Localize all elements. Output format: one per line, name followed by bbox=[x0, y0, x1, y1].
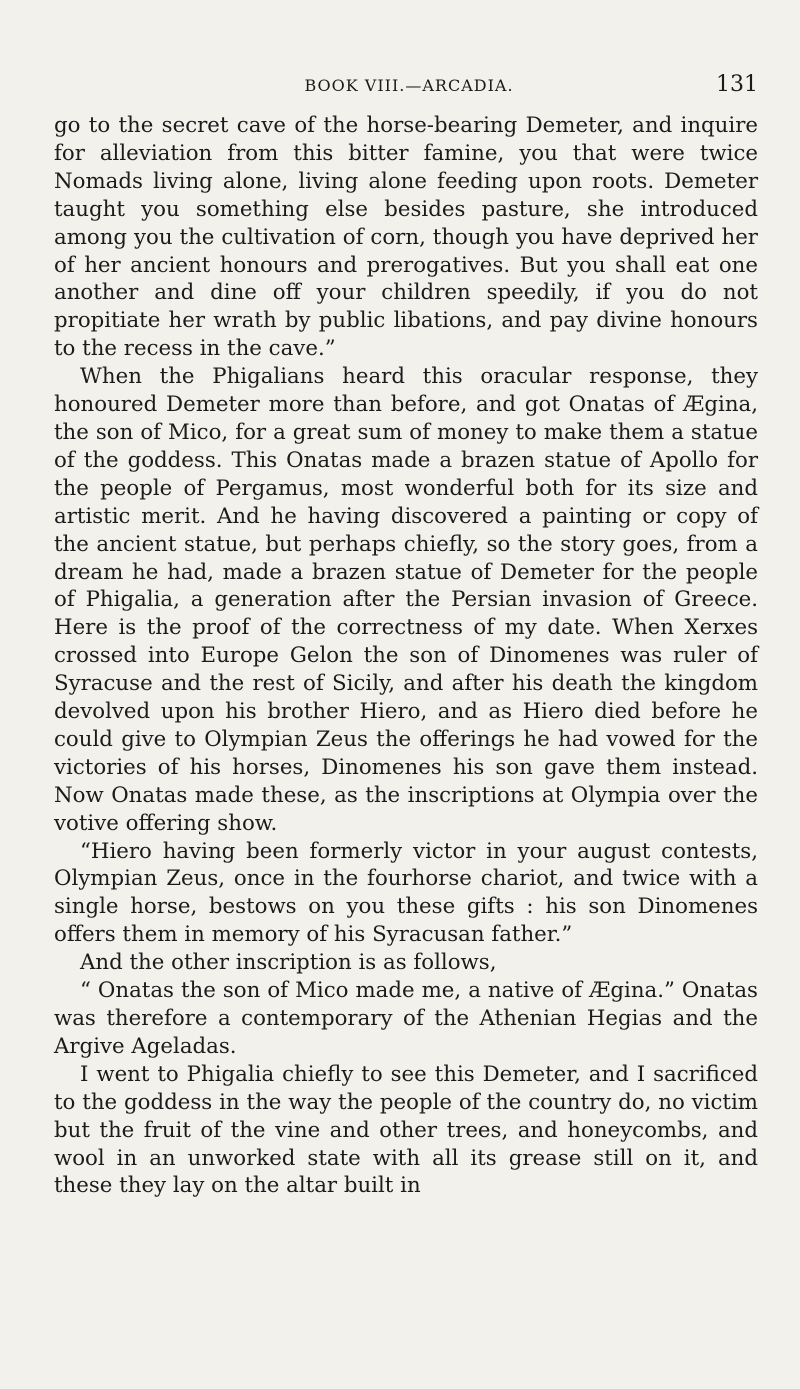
paragraph-hiero-inscription: “Hiero having been formerly victor in your august contests, Olympian Zeus, once in the fourhorse chariot, and twice with a single horse, bestows on you these gifts : his son Dinomenes offers them in memory of his Syracusan father.” bbox=[54, 838, 758, 948]
paragraph-oracle-continuation: go to the secret cave of the horse-bearing Demeter, and inquire for alleviation from this bitter famine, you that were twice Nomads living alone, living alone feeding upon roots. Demeter taught you something else besides pasture, she introduced among you the cultivation of corn, though you have deprived her of her ancient honours and prerogatives. But you shall eat one another and dine off your children speedily, if you do not propitiate her wrath by public libations, and pay divine honours to the recess in the cave.” bbox=[54, 113, 758, 362]
paragraph-onatas-inscription: “ Onatas the son of Mico made me, a native of Ægina.” Onatas was therefore a contemporary of the Athenian Hegias and the Argive Ageladas. bbox=[54, 978, 758, 1059]
paragraph-other-inscription-intro: And the other inscription is as follows, bbox=[80, 950, 497, 976]
page-number: 131 bbox=[716, 72, 758, 97]
page-header bbox=[60, 70, 758, 100]
body-text bbox=[54, 112, 758, 1200]
running-head: BOOK VIII.—ARCADIA. bbox=[304, 76, 514, 95]
paragraph-phigalians: When the Phigalians heard this oracular response, they honoured Demeter more than before, and got Onatas of Ægina, the son of Mico, for a great sum of money to make them a statue of the goddess. This Onatas made a brazen statue of Apollo for the people of Pergamus, most wonderful both for its size and artistic merit. And he having discovered a painting or copy of the ancient statue, but perhaps chiefly, so the story goes, from a dream he had, made a brazen statue of Demeter for the people of Phigalia, a generation after the Persian invasion of Greece. Here is the proof of the correctness of my date. When Xerxes crossed into Europe Gelon the son of Dinomenes was ruler of Syracuse and the rest of Sicily, and after his death the kingdom devolved upon his brother Hiero, and as Hiero died before he could give to Olympian Zeus the offerings he had vowed for the victories of his horses, Dinomenes his son gave them instead. Now Onatas made these, as the inscriptions at Olympia over the votive offering show. bbox=[54, 364, 758, 836]
paragraph-sacrifice: I went to Phigalia chiefly to see this Demeter, and I sacrificed to the goddess in the way the people of the country do, no victim but the fruit of the vine and other trees, and honeycombs, and wool in an unworked state with all its grease still on it, and these they lay on the altar built in bbox=[54, 1061, 758, 1199]
